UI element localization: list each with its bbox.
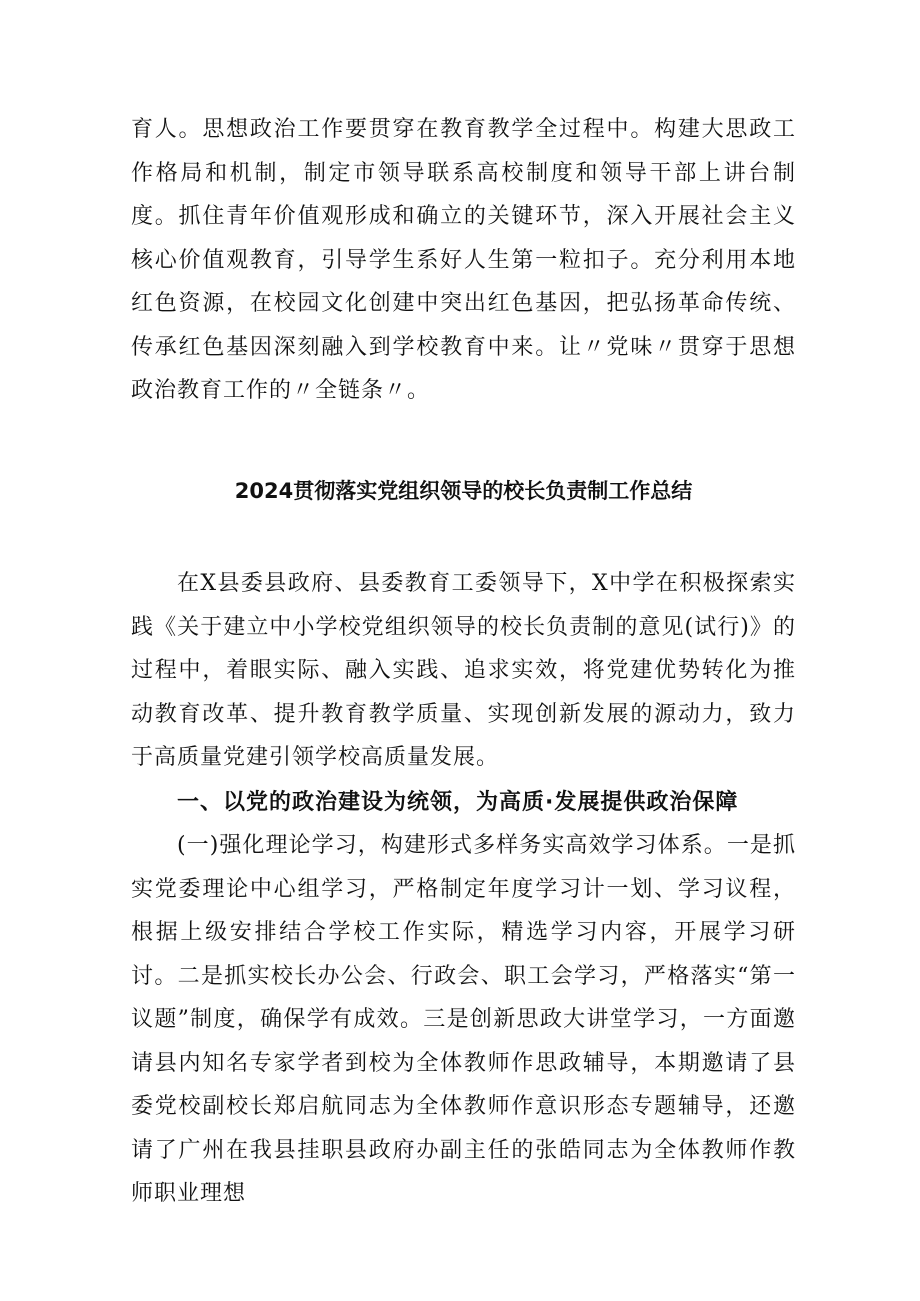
intro-paragraph: 在X县委县政府、县委教育工委领导下，X中学在积极探索实践《关于建立中小学校党组织领导的校长负责制的意见(试行)》的过程中，着眼实际、融入实践、追求实效，将党建优势转化为推动教育改革、提升教育教学质量、实现创新发展的源动力，致力于高质量党建引领学校高质量发展。 xyxy=(131,571,796,770)
document-title: 2024贯彻落实党组织领导的校长负责制工作总结 xyxy=(234,479,693,503)
subsection-paragraph: (一)强化理论学习，构建形式多样务实高效学习体系。一是抓实党委理论中心组学习，严格制定年度学习计一划、学习议程，根据上级安排结合学校工作实际，精选学习内容，开展学习研讨。二是抓实校长办公会、行政会、职工会学习，严格落实“第一议题”制度，确保学有成效。三是创新思政大讲堂学习，一方面邀请县内知名专家学者到校为全体教师作思政辅导，本期邀请了县委党校副校长郑启航同志为全体教师作意识形态专题辅导，还邀请了广州在我县挂职县政府办副主任的张皓同志为全体教师作教师职业理想 xyxy=(131,833,796,1206)
continuation-paragraph: 育人。思想政治工作要贯穿在教育教学全过程中。构建大思政工作格局和机制，制定市领导联系高校制度和领导干部上讲台制度。抓住青年价值观形成和确立的关键环节，深入开展社会主义核心价值观教育，引导学生系好人生第一粒扣子。充分利用本地红色资源，在校园文化创建中突出红色基因，把弘扬革命传统、传承红色基因深刻融入到学校教育中来。让〃党味〃贯穿于思想政治教育工作的〃全链条〃。 xyxy=(131,117,796,403)
section-heading: 一、以党的政治建设为统领，为高质·发展提供政治保障 xyxy=(177,790,739,815)
